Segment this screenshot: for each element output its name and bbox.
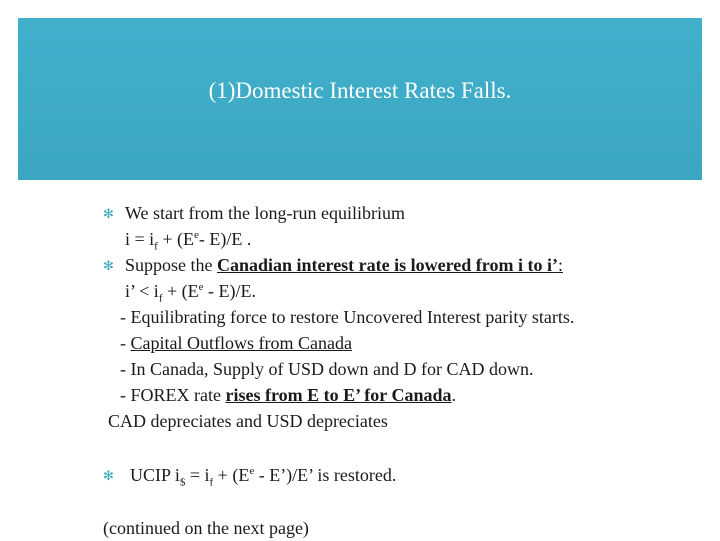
bullet-icon: ✻: [103, 258, 114, 273]
slide-title: (1)Domestic Interest Rates Falls.: [208, 78, 512, 103]
line-equilibrating-force: - Equilibrating force to restore Uncovered Interest parity starts.: [120, 307, 575, 327]
line-cad-depreciates: CAD depreciates and USD depreciates: [108, 411, 388, 431]
bullet-icon: ✻: [103, 206, 114, 221]
title-banner: [18, 18, 702, 180]
line-capital-outflows: - Capital Outflows from Canada: [120, 333, 352, 353]
line-forex-rate: - FOREX rate rises from E to E’ for Canada.: [120, 385, 456, 405]
line-ucip: UCIP $i_{\$} = i_f + (E^e$ - E’)/E’ is restored.: [130, 465, 397, 489]
line-suppose: Suppose the Canadian interest rate is lowered from i to i’:: [125, 255, 563, 275]
line-equilibrium: We start from the long-run equilibrium: [125, 203, 405, 223]
line-equation-1: $i = i_f + (E^e-$ E)/E .: [125, 229, 252, 253]
line-supply-usd: - In Canada, Supply of USD down and D for CAD down.: [120, 359, 534, 379]
line-continued: (continued on the next page): [103, 518, 309, 538]
bullet-icon: ✻: [103, 468, 114, 483]
line-equation-2: i’ < $i_f + (E^e - E)/E$.: [125, 281, 256, 305]
